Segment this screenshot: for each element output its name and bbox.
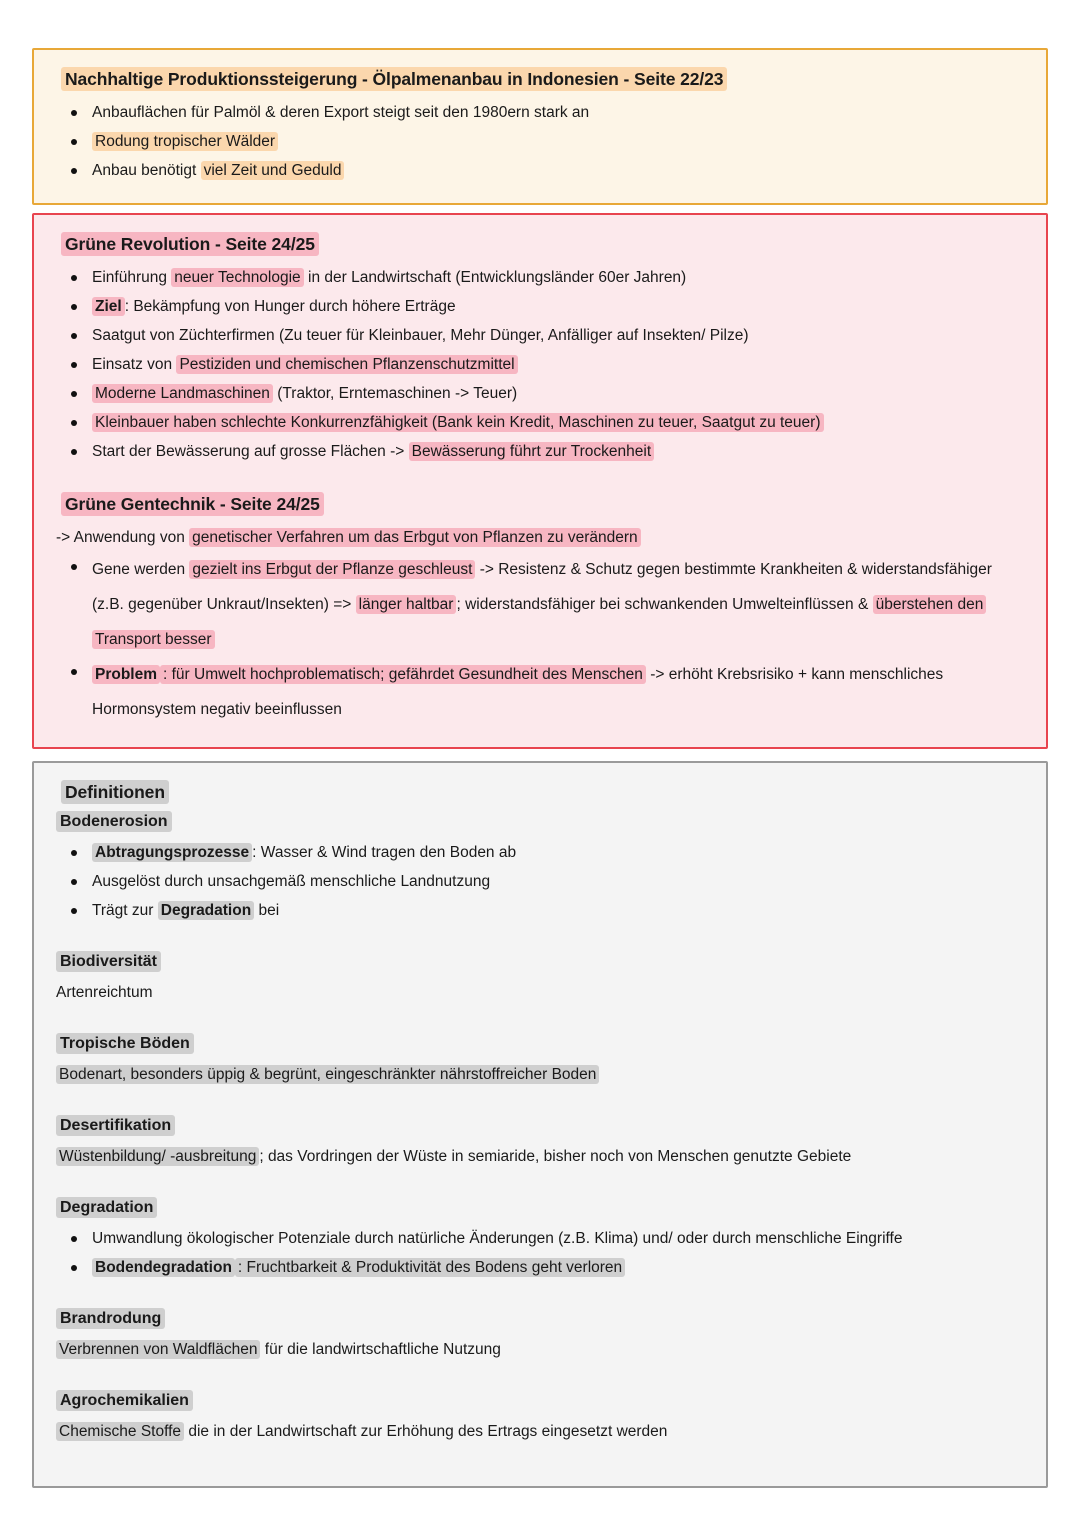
gruene-revolution-heading — [61, 232, 1026, 256]
spacer — [54, 466, 1026, 492]
spacer — [54, 925, 1026, 951]
bullet-text-highlight-2: länger haltbar — [356, 595, 457, 614]
gruene-revolution-heading-text: Grüne Revolution - Seite 24/25 — [61, 232, 319, 256]
definition-body-desertifikation — [56, 1142, 1026, 1171]
bullet-text: Anbauflächen für Palmöl & deren Export steigt seit den 1980ern stark an — [92, 104, 590, 121]
list-item — [54, 350, 1026, 379]
card-gruene-revolution-gentechnik — [32, 213, 1048, 749]
definitionen-heading — [61, 780, 1026, 804]
spacer — [54, 1364, 1026, 1390]
bullet-text-post: : Bekämpfung von Hunger durch höhere Erträge — [124, 298, 456, 315]
card-orange-heading-text: Nachhaltige Produktionssteigerung - Ölpalmenanbau in Indonesien - Seite 22/23 — [61, 67, 727, 91]
definition-term-degradation — [56, 1197, 1026, 1219]
bullet-text-pre: Anbau benötigt — [92, 162, 201, 179]
definition-text-highlight: Chemische Stoffe — [56, 1422, 184, 1441]
bullet-text-pre: Trägt zur — [92, 902, 158, 919]
definition-term-text: Desertifikation — [56, 1115, 175, 1136]
definition-text-post: die in der Landwirtschaft zur Erhöhung des Ertrags eingesetzt werden — [184, 1423, 668, 1440]
gruene-gentechnik-bullet-list — [54, 552, 1026, 727]
list-item — [54, 1253, 1026, 1282]
gruene-revolution-bullet-list — [54, 263, 1026, 466]
bullet-text-highlight: gezielt ins Erbgut der Pflanze geschleust — [189, 560, 475, 579]
list-item — [54, 321, 1026, 350]
bullet-text-pre: Einsatz von — [92, 356, 177, 373]
definition-text-post: für die landwirtschaftliche Nutzung — [260, 1341, 501, 1358]
definition-text: Artenreichtum — [56, 984, 153, 1001]
bullet-text-highlight: viel Zeit und Geduld — [201, 161, 345, 180]
bullet-text-highlight-3: überstehen den Transport besser — [92, 595, 986, 649]
definition-body-agrochemikalien — [56, 1417, 1026, 1446]
spacer — [54, 1171, 1026, 1197]
bullet-text-pre: Gene werden — [92, 561, 190, 578]
list-item — [54, 98, 1026, 127]
bullet-text-bold-highlight: Bodendegradation — [92, 1258, 235, 1277]
gentechnik-intro-line — [56, 523, 1026, 552]
spacer — [54, 1282, 1026, 1308]
definition-text-highlight: Verbrennen von Waldflächen — [56, 1340, 260, 1359]
definition-term-desertifikation — [56, 1115, 1026, 1137]
bullet-text-post: in der Landwirtschaft (Entwicklungsländer 60er Jahren) — [303, 269, 687, 286]
list-item — [54, 896, 1026, 925]
definition-term-text: Bodenerosion — [56, 811, 172, 832]
bullet-text-bold-highlight: Abtragungsprozesse — [92, 843, 252, 862]
bullet-text-post: -> erhöht Krebsrisiko + kann menschliches Hormonsystem negativ beeinflussen — [92, 666, 944, 718]
bullet-text: Saatgut von Züchterfirmen (Zu teuer für Kleinbauer, Mehr Dünger, Anfälliger auf Insekten/ Pilze) — [92, 327, 749, 344]
definition-text-post: ; das Vordringen der Wüste in semiaride, bisher noch von Menschen genutzte Gebiete — [259, 1148, 852, 1165]
list-item — [54, 408, 1026, 437]
intro-text-pre: -> Anwendung von — [56, 529, 190, 546]
definition-term-text: Degradation — [56, 1197, 157, 1218]
bodenerosion-bullet-list — [54, 838, 1026, 925]
bullet-text-mid-2: ; widerstandsfähiger bei schwankenden Umwelteinflüssen & — [456, 596, 873, 613]
bullet-text-mid: -> Resistenz & Schutz gegen bestimmte Krankheiten & widerstandsfähiger (z.B. gegenüber Unkraut/Insekten) => — [92, 561, 992, 613]
bullet-text-highlight: neuer Technologie — [171, 268, 303, 287]
bullet-text-highlight: Pestiziden und chemischen Pflanzenschutzmittel — [176, 355, 517, 374]
bullet-text-highlight: Rodung tropischer Wälder — [92, 132, 278, 151]
card-orange-bullet-list — [54, 98, 1026, 185]
definition-text-highlight: Bodenart, besonders üppig & begrünt, eingeschränkter nährstoffreicher Boden — [56, 1065, 599, 1084]
bullet-text-highlight: Bewässerung führt zur Trockenheit — [409, 442, 655, 461]
gruene-gentechnik-heading — [61, 492, 1026, 516]
bullet-text-bold-highlight: Ziel — [92, 297, 125, 316]
definition-body-tropische-boeden — [56, 1060, 1026, 1089]
list-item — [54, 156, 1026, 185]
bullet-text-highlight: Kleinbauer haben schlechte Konkurrenzfähigkeit (Bank kein Kredit, Maschinen zu teuer, Saatgut zu teuer) — [92, 413, 824, 432]
definition-body-biodiversitaet — [56, 978, 1026, 1007]
bullet-text-post: (Traktor, Erntemaschinen -> Teuer) — [272, 385, 518, 402]
card-definitionen — [32, 761, 1048, 1488]
bullet-text-post: bei — [254, 902, 280, 919]
bullet-text-pre: Start der Bewässerung auf grosse Flächen -> — [92, 443, 409, 460]
spacer — [54, 1089, 1026, 1115]
list-item — [54, 127, 1026, 156]
list-item — [54, 1224, 1026, 1253]
bullet-text: Umwandlung ökologischer Potenziale durch natürliche Änderungen (z.B. Klima) und/ oder durch menschliche Eingriffe — [92, 1230, 903, 1247]
list-item — [54, 838, 1026, 867]
definition-term-text: Tropische Böden — [56, 1033, 194, 1054]
bullet-text-highlight: : Fruchtbarkeit & Produktivität des Bodens geht verloren — [235, 1258, 625, 1277]
bullet-text-highlight: : für Umwelt hochproblematisch; gefährdet Gesundheit des Menschen — [160, 665, 646, 684]
spacer — [54, 1007, 1026, 1033]
list-item — [54, 292, 1026, 321]
definition-term-agrochemikalien — [56, 1390, 1026, 1412]
definitionen-heading-text: Definitionen — [61, 780, 169, 804]
bullet-text: Ausgelöst durch unsachgemäß menschliche Landnutzung — [92, 873, 491, 890]
definition-term-text: Brandrodung — [56, 1308, 165, 1329]
list-item — [54, 437, 1026, 466]
list-item — [54, 379, 1026, 408]
definition-term-tropische-boeden — [56, 1033, 1026, 1055]
card-orange-heading — [61, 67, 1026, 91]
degradation-bullet-list — [54, 1224, 1026, 1282]
card-nachhaltige-produktionssteigerung — [32, 48, 1048, 205]
definition-term-biodiversitaet — [56, 951, 1026, 973]
gruene-gentechnik-heading-text: Grüne Gentechnik - Seite 24/25 — [61, 492, 324, 516]
bullet-text-highlight: Moderne Landmaschinen — [92, 384, 273, 403]
definition-term-bodenerosion — [56, 811, 1026, 833]
list-item — [54, 263, 1026, 292]
bullet-text-post: : Wasser & Wind tragen den Boden ab — [252, 844, 517, 861]
definition-term-brandrodung — [56, 1308, 1026, 1330]
definition-term-text: Biodiversität — [56, 951, 161, 972]
bullet-text-bold-highlight: Problem — [92, 665, 160, 684]
bullet-text-bold-highlight: Degradation — [158, 901, 254, 920]
definition-body-brandrodung — [56, 1335, 1026, 1364]
list-item — [54, 552, 1026, 657]
definition-term-text: Agrochemikalien — [56, 1390, 193, 1411]
definition-text-highlight: Wüstenbildung/ -ausbreitung — [56, 1147, 259, 1166]
intro-text-highlight: genetischer Verfahren um das Erbgut von Pflanzen zu verändern — [189, 528, 640, 547]
list-item — [54, 657, 1026, 727]
list-item — [54, 867, 1026, 896]
bullet-text-pre: Einführung — [92, 269, 172, 286]
